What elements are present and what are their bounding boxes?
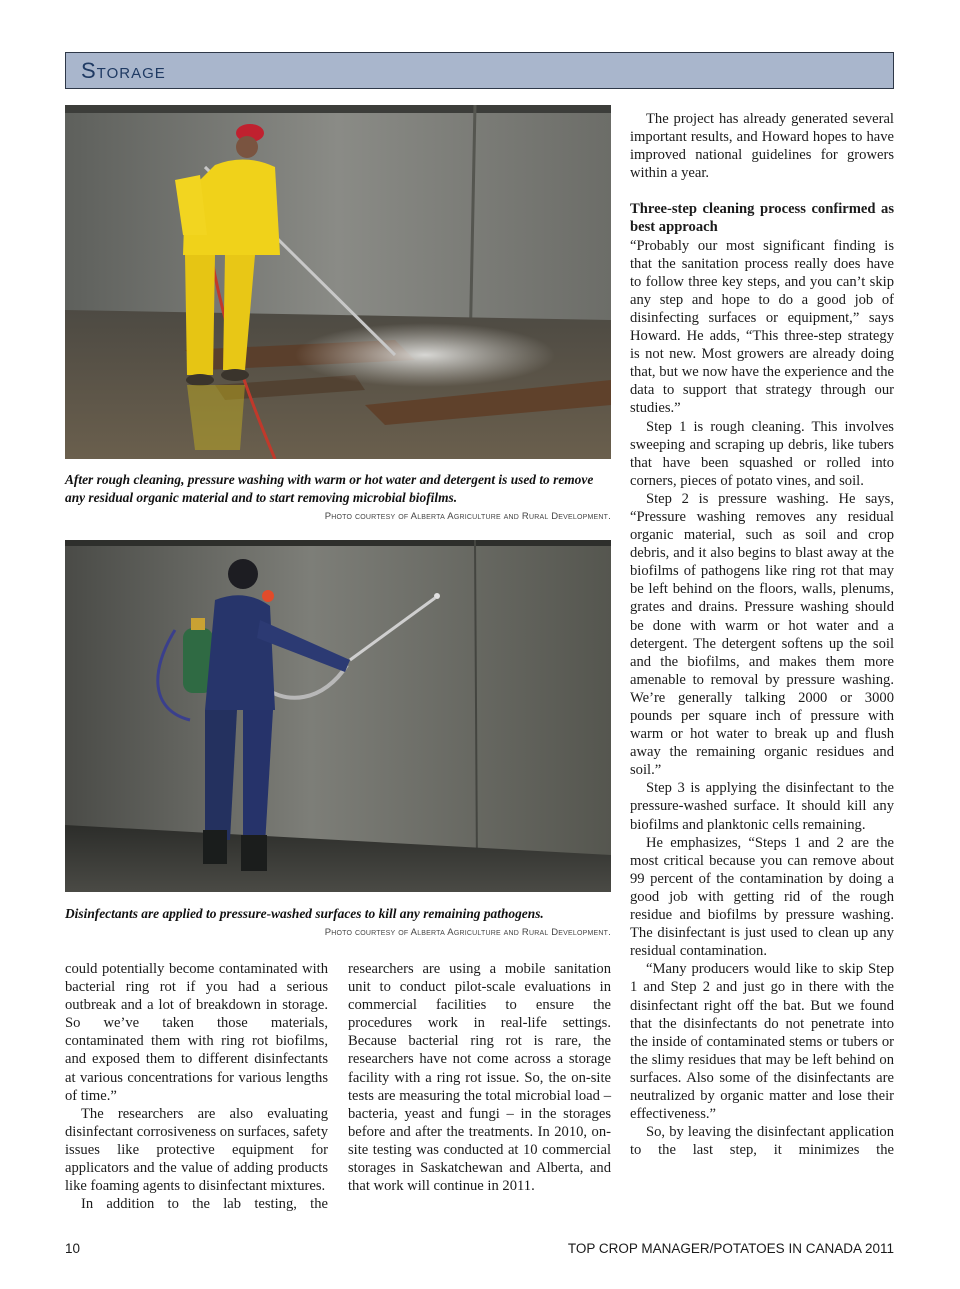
subheading: Three-step cleaning process confirmed as best approach [630, 201, 894, 236]
pressure-washing-photo [65, 105, 611, 459]
paragraph: could potentially become contaminated with bacterial ring rot if you had a serious outbreak and a lot of breakdown in storage. So we’ve taken those materials, contaminated them with ring rot biofilms, and exposed them to different disinfectants at various concentrations for various lengths of time.” [65, 961, 328, 1104]
left-column [65, 960, 328, 1213]
paragraph: So, by leaving the disinfectant application to the last step, it minimizes the [630, 1124, 894, 1159]
paragraph: In addition to the lab testing, the [81, 1196, 328, 1213]
figure-1-caption: After rough cleaning, pressure washing with warm or hot water and detergent is used to remove any residual organic material and to start removing microbial biofilms. [65, 472, 594, 505]
figure-2-credit: Photo courtesy of Alberta Agriculture and Rural Development. [324, 927, 611, 938]
publication-title: TOP CROP MANAGER/POTATOES IN CANADA 2011 [567, 1241, 894, 1256]
figure-2-caption: Disinfectants are applied to pressure-washed surfaces to kill any remaining pathogens. [65, 906, 544, 921]
section-header [65, 52, 894, 89]
intro-paragraph: The project has already generated several important results, and Howard hopes to have improved national guidelines for growers within a year. [630, 111, 894, 182]
paragraph: Step 3 is applying the disinfectant to the pressure-washed surface. It should kill any biofilms and planktonic cells remaining. [630, 780, 894, 833]
right-column [630, 110, 894, 1159]
paragraph: researchers are using a mobile sanitation unit to conduct pilot-scale evaluations in commercial facilities to ensure the procedures work in real-life settings. Because bacterial ring rot is rare, the researchers have not come across a storage facility with a ring rot issue. So, the on-site tests are measuring the total microbial load – bacteria, yeast and fungi – in the storages before and after the treatments. In 2010, on-site testing was conducted at 10 commercial storages in Saskatchewan and Alberta, and that work will continue in 2011. [348, 961, 611, 1195]
middle-column [348, 960, 611, 1195]
paragraph: Step 2 is pressure washing. He says, “Pressure washing removes any residual organic material, such as soil and crop debris, and it also begins to blast away at the biofilms of pathogens like ring rot that may be left behind on the floors, walls, plenums, grates and drains. Pressure washing should be done with warm or hot water and a detergent. The detergent softens up the soil and the biofilms, and makes them more amenable to removal by pressure washing. We’re generally talking 2000 or 3000 pounds per square inch of pressure with warm or hot water to break up and flush away the remaining organic residues and soil.” [630, 490, 894, 779]
paragraph: “Many producers would like to skip Step 1 and Step 2 and just go in there with the disinfectant right off the bat. But we found that the disinfectants do not penetrate into the inside of contaminated stems or tubers or the slimy residues that may be left behind on surfaces. Also some of the disinfectants are neutralized by organic matter and lose their effectiveness.” [630, 961, 894, 1123]
paragraph: The researchers are also evaluating disinfectant corrosiveness on surfaces, safety issues like protective equipment for applicators and the value of adding products like foaming agents to disinfectant mixtures. [65, 1105, 329, 1195]
paragraph: “Probably our most significant finding is that the sanitation process really does have to follow three key steps, and you can’t skip any step and hope to do a good job of disinfecting surfaces or equipment,” says Howard. He adds, “This three-step strategy is not new. Most growers are already doing that, but we now have the experience and the data to support that strategy through our studies.” [630, 237, 894, 417]
disinfectant-application-photo [65, 540, 611, 892]
page-number: 10 [65, 1241, 81, 1256]
paragraph: Step 1 is rough cleaning. This involves sweeping and scraping up debris, like tubers that have been squashed or rolled into corners, pieces of potato vines, and soil. [630, 418, 894, 489]
figure-1-credit: Photo courtesy of Alberta Agriculture and Rural Development. [324, 511, 611, 522]
paragraph: He emphasizes, “Steps 1 and 2 are the most critical because you can remove about 99 percent of the contamination by doing a good job with getting rid of the rough residue and biofilms by pressure washing. The disinfectant is just used to clean up any residual contamination. [630, 834, 894, 960]
section-title: Storage [81, 58, 166, 83]
